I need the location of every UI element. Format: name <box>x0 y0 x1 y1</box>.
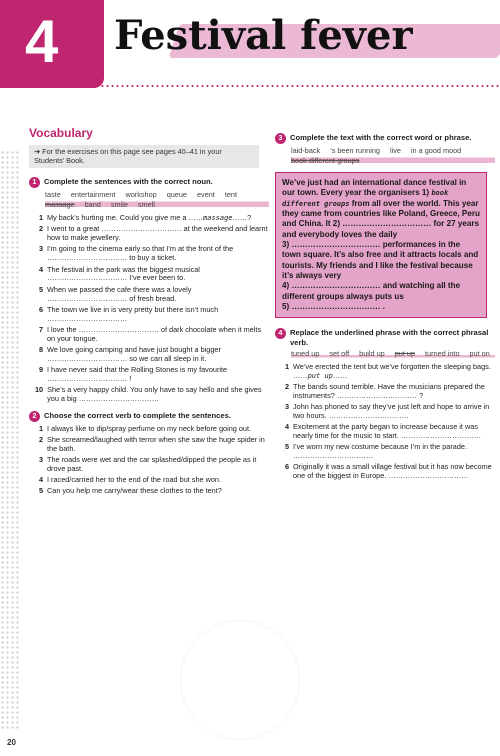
item-number: 2 <box>38 224 43 234</box>
exercise-4-list <box>281 363 495 481</box>
word-bank-item: tent <box>224 190 238 200</box>
list-item <box>35 487 269 496</box>
list-item <box>35 366 269 384</box>
word-bank-item: build up <box>359 348 385 358</box>
list-item <box>35 225 269 243</box>
list-item <box>281 463 495 481</box>
list-item <box>281 423 495 441</box>
item-text[interactable]: I’m going to the cinema early so that I’m at the front of the …………………………… to buy a ticket. <box>47 244 234 263</box>
list-item <box>35 245 269 263</box>
reading-passage <box>275 172 487 319</box>
item-number: 2 <box>38 434 43 444</box>
word-bank-item: smell <box>137 200 155 210</box>
item-number: 7 <box>38 324 43 334</box>
left-column <box>29 126 269 499</box>
item-number: 3 <box>38 244 43 254</box>
watermark-disc <box>180 620 300 740</box>
word-bank-item: taste <box>45 190 61 200</box>
item-number: 3 <box>284 402 289 411</box>
item-text[interactable]: The festival in the park was the biggest musical …………………………… I’ve ever been to. <box>47 264 200 283</box>
item-text[interactable]: John has phoned to say they’ve just left and hope to arrive in two hours. …………………………… <box>293 402 490 420</box>
reference-note: ➔ For the exercises on this page see pages 40–41 in your Students’ Book. <box>29 145 259 169</box>
section-title: Vocabulary <box>29 126 93 140</box>
exercise-instruction: Complete the text with the correct word or phrase. <box>290 133 472 142</box>
word-bank-item: smile <box>110 200 128 210</box>
exercise-1-list <box>35 214 269 404</box>
passage-text: 4) …………………………… and watching all the different groups always puts us <box>282 281 461 301</box>
list-item <box>35 326 269 344</box>
exercise-instruction: Replace the underlined phrase with the correct phrasal verb. <box>290 328 489 347</box>
item-number: 5 <box>38 486 43 496</box>
exercise-number: 4 <box>275 328 286 339</box>
passage-text <box>282 178 480 240</box>
exercise-1-heading <box>29 177 269 188</box>
list-item <box>35 436 269 454</box>
word-bank-item-used: book different groups <box>291 155 360 165</box>
word-bank <box>45 191 269 210</box>
list-item <box>35 476 269 485</box>
dotted-divider <box>0 84 500 88</box>
item-tail: …… <box>332 370 348 380</box>
item-number: 4 <box>38 475 43 485</box>
item-prompt: My back’s hurting me. Could you give me a …… <box>47 213 204 223</box>
item-text[interactable]: She screamed/laughed with terror when she saw the huge spider in the bath. <box>47 434 265 453</box>
list-item <box>35 306 269 324</box>
item-text[interactable]: I went to a great …………………………… at the weekend and learnt how to make jewellery. <box>47 224 268 243</box>
unit-number: 4 <box>25 8 59 75</box>
word-bank-item: band <box>84 200 101 210</box>
list-item <box>35 346 269 364</box>
item-text[interactable]: The roads were wet and the car splashed/dipped the people as it drove past. <box>47 455 257 473</box>
word-bank-item-used: put up <box>394 348 416 358</box>
item-text[interactable] <box>293 363 495 381</box>
list-item <box>281 403 495 421</box>
list-item <box>281 363 495 381</box>
word-bank-item: ’s been running <box>330 146 380 155</box>
item-text[interactable]: I’ve worn my new costume because I’m in the parade. …………………………… <box>293 442 467 461</box>
list-item <box>35 456 269 474</box>
item-text[interactable]: She’s a very happy child. You only have to say hello and she gives you a big …………………………… <box>47 385 262 403</box>
word-bank-item: set off <box>329 348 350 358</box>
item-number: 3 <box>38 455 43 465</box>
side-dot-pattern <box>0 150 20 730</box>
word-bank-item: put on <box>469 348 490 358</box>
item-prompt: We’ve erected the tent but we’ve forgotten the sleeping bags. …… <box>293 361 491 380</box>
item-text[interactable] <box>47 214 269 223</box>
word-bank-item-used: massage <box>45 200 75 210</box>
word-bank-item: tuned up <box>291 348 320 358</box>
item-number: 1 <box>38 213 43 223</box>
exercise-instruction: Complete the sentences with the correct noun. <box>44 177 213 187</box>
item-number: 2 <box>284 381 289 391</box>
word-bank <box>291 350 495 359</box>
handwritten-answer: put up <box>307 371 333 380</box>
item-number: 5 <box>284 442 289 452</box>
item-number: 8 <box>38 344 43 354</box>
passage-text: 5) …………………………… . <box>282 302 385 312</box>
exercise-2-heading <box>29 411 269 422</box>
word-bank <box>291 147 495 166</box>
list-item <box>35 425 269 434</box>
list-item <box>35 266 269 284</box>
handwritten-answer: book different groups <box>282 189 449 208</box>
item-number: 1 <box>38 423 43 433</box>
word-bank-item: event <box>196 190 215 200</box>
exercise-3-heading <box>275 133 495 144</box>
exercise-2-list <box>35 425 269 496</box>
item-text[interactable]: I have never said that the Rolling Stones is my favourite …………………………… ! <box>47 364 228 383</box>
word-bank-item: live <box>389 146 401 155</box>
list-item <box>281 383 495 401</box>
passage-line: from all over the world. This year they came from countries like Poland, Greece, Peru and China. It 2) …………………………… for 27 years and everybody loves the daily <box>282 198 480 239</box>
exercise-number: 1 <box>29 177 40 188</box>
item-text[interactable]: Originally it was a small village festival but it has now become one of the biggest in Europe. …………………………… <box>293 462 492 481</box>
passage-line: We’ve just had an international dance festival in our town. Every year the organisers 1) <box>282 177 467 198</box>
right-column <box>275 133 495 483</box>
exercise-4-heading <box>275 328 495 347</box>
item-text[interactable]: Can you help me carry/wear these clothes to the tent? <box>47 486 222 496</box>
item-text[interactable]: When we passed the cafe there was a lovely …………………………… of fresh bread. <box>47 284 192 303</box>
item-number: 5 <box>38 284 43 294</box>
item-text[interactable]: I raced/carried her to the end of the road but she won. <box>47 475 222 485</box>
item-number: 4 <box>284 422 289 432</box>
handwritten-answer: massage <box>203 214 233 223</box>
item-text[interactable]: The town we live in is very pretty but there isn’t much …………………………… <box>47 304 219 323</box>
exercise-number: 2 <box>29 411 40 422</box>
item-number: 1 <box>284 361 289 371</box>
word-bank-item: in a good mood <box>410 146 462 155</box>
word-bank-item: laid-back <box>291 146 321 155</box>
passage-text: 3) …………………………… performances in the town square. It’s also free and it attracts locals and tourists. My friends and I like the festival because it’s always very <box>282 239 479 281</box>
word-bank-item: entertainment <box>70 190 116 200</box>
unit-badge <box>0 0 104 88</box>
exercise-instruction: Choose the correct verb to complete the sentences. <box>44 410 231 420</box>
item-number: 6 <box>284 462 289 472</box>
item-tail: ……? <box>232 213 252 223</box>
list-item <box>35 286 269 304</box>
item-number: 4 <box>38 264 43 274</box>
item-text[interactable]: Excitement at the party began to increase because it was nearly time for the music to start. …………………………… <box>293 422 482 440</box>
word-bank-item: workshop <box>125 190 157 200</box>
word-bank-item: queue <box>166 190 187 200</box>
page-title: Festival fever <box>114 12 413 59</box>
item-text[interactable]: We love going camping and have just bought a bigger …………………………… so we can all sleep in it. <box>47 344 221 363</box>
exercise-number: 3 <box>275 133 286 144</box>
item-number: 9 <box>38 364 43 374</box>
item-text[interactable]: The bands sound terrible. Have the musicians prepared the instruments? …………………………… ? <box>293 381 485 400</box>
word-bank-item: turned into <box>425 348 460 358</box>
item-text[interactable]: I always like to dip/spray perfume on my neck before going out. <box>47 423 252 433</box>
title-wrap <box>114 10 500 70</box>
page-number: 20 <box>7 738 16 747</box>
list-item <box>35 386 269 404</box>
item-number: 10 <box>35 385 44 394</box>
list-item <box>35 214 269 223</box>
item-text[interactable]: I love the …………………………… of dark chocolate when it melts on your tongue. <box>47 324 262 343</box>
list-item <box>281 443 495 461</box>
item-number: 6 <box>38 304 43 314</box>
